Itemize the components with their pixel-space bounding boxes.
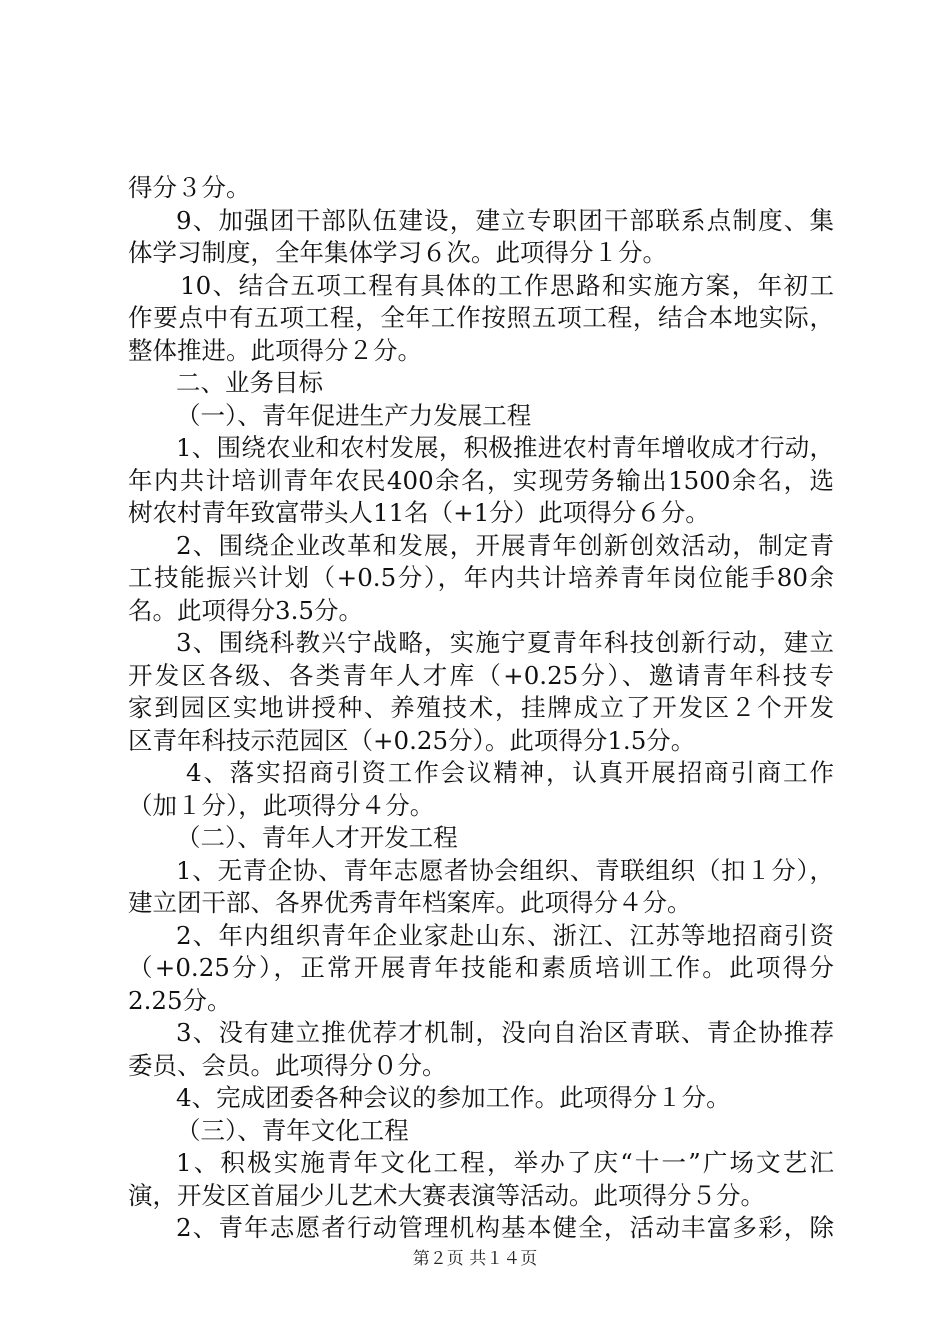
- text-line: 名。此项得分3.5分。: [128, 595, 363, 625]
- text-line: 树农村青年致富带头人11名（+1分）此项得分６分。: [128, 498, 710, 527]
- text-line: 区青年科技示范园区（+0.25分）。此项得分1.5分。: [128, 725, 696, 755]
- text-line: 家到园区实地讲授种、养殖技术，挂牌成立了开发区２个开发: [128, 693, 834, 722]
- text-line: （+0.25分），正常开展青年技能和素质培训工作。此项得分: [128, 953, 834, 982]
- text-line: 10、结合五项工程有具体的工作思路和实施方案，年初工: [180, 270, 834, 300]
- text-line: 2、围绕企业改革和发展，开展青年创新创效活动，制定青: [176, 530, 834, 560]
- text-line: 2、年内组织青年企业家赴山东、浙江、江苏等地招商引资: [176, 920, 834, 950]
- text-line: 建立团干部、各界优秀青年档案库。此项得分４分。: [128, 888, 692, 917]
- text-line: （加１分），此项得分４分。: [128, 790, 435, 820]
- text-line: 得分３分。: [128, 173, 251, 202]
- text-line: 工技能振兴计划（+0.5分），年内共计培养青年岗位能手80余: [128, 563, 834, 592]
- text-line: 年内共计培训青年农民400余名，实现劳务输出1500余名，选: [128, 465, 834, 495]
- subsection-heading: （三）、青年文化工程: [176, 1115, 409, 1145]
- text-line: 作要点中有五项工程，全年工作按照五项工程，结合本地实际，: [128, 303, 834, 332]
- text-line: 1、围绕农业和农村发展，积极推进农村青年增收成才行动，: [176, 433, 834, 462]
- subsection-heading: （二）、青年人才开发工程: [176, 823, 458, 852]
- page-footer: 第２页 共１４页: [412, 1249, 538, 1269]
- text-line: 9、加强团干部队伍建设，建立专职团干部联系点制度、集: [176, 205, 834, 235]
- text-line: 2、青年志愿者行动管理机构基本健全，活动丰富多彩，除: [176, 1213, 834, 1242]
- text-line: 1、无青企协、青年志愿者协会组织、青联组织（扣１分），: [176, 855, 834, 885]
- text-line: 委员、会员。此项得分０分。: [128, 1050, 447, 1080]
- subsection-heading: （一）、青年促进生产力发展工程: [176, 400, 532, 430]
- text-line: 3、没有建立推优荐才机制，没向自治区青联、青企协推荐: [176, 1018, 834, 1047]
- document-body: [128, 172, 834, 1245]
- text-line: 3、围绕科教兴宁战略，实施宁夏青年科技创新行动，建立: [176, 628, 834, 657]
- text-line: 2.25分。: [128, 985, 232, 1015]
- text-line: 体学习制度，全年集体学习６次。此项得分１分。: [128, 238, 667, 267]
- text-line: 演，开发区首届少儿艺术大赛表演等活动。此项得分５分。: [128, 1180, 765, 1210]
- text-line: 整体推进。此项得分２分。: [128, 335, 422, 365]
- text-line: 开发区各级、各类青年人才库（+0.25分）、邀请青年科技专: [128, 660, 834, 690]
- section-heading: 二、业务目标: [176, 368, 323, 397]
- text-line: 4、落实招商引资工作会议精神，认真开展招商引商工作: [186, 758, 834, 787]
- text-line: 1、积极实施青年文化工程，举办了庆“十一”广场文艺汇: [176, 1148, 834, 1177]
- text-line: 4、完成团委各种会议的参加工作。此项得分１分。: [176, 1083, 731, 1112]
